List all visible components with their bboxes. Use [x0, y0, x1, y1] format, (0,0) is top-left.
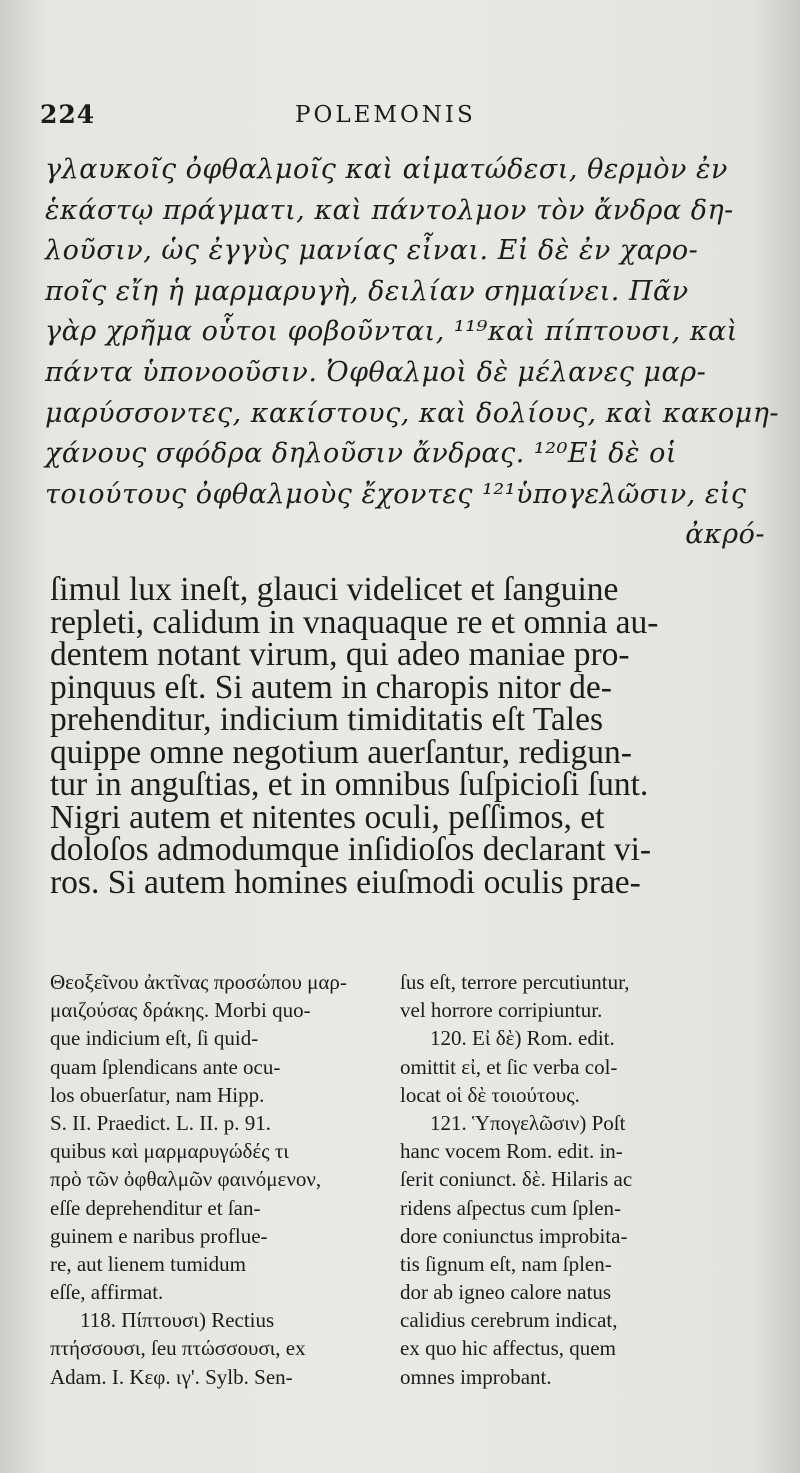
note-line: 121. Ὑπογελῶσιν) Poſt — [430, 1110, 626, 1135]
note-line: que indicium eſt, ſi quid- — [50, 1026, 259, 1051]
latin-line: ſimul lux ineſt, glauci videlicet et ſanguine — [50, 571, 619, 608]
latin-text-block — [50, 571, 770, 901]
note-line: ridens aſpectus cum ſplen- — [400, 1195, 622, 1220]
note-line: eſſe, affirmat. — [50, 1280, 164, 1305]
note-line: eſſe deprehenditur et ſan- — [50, 1195, 261, 1220]
note-line: vel horrore corripiuntur. — [400, 998, 603, 1023]
greek-line: ποῖς εἴη ἡ μαρμαρυγὴ, δειλίαν σημαίνει. Πᾶν — [45, 275, 689, 307]
latin-line: Nigri autem et nitentes oculi, peſſimos, et — [50, 798, 605, 836]
note-line: Adam. I. Κεφ. ιγ'. Sylb. Sen- — [50, 1364, 293, 1389]
note-line: dore coniunctus improbita- — [400, 1223, 628, 1248]
footnotes-right-column — [400, 968, 730, 1391]
greek-line: γλαυκοῖς ὀφθαλμοῖς καὶ αἱματώδεσι, θερμὸν ἐν — [45, 154, 728, 185]
greek-catchword: ἀκρό- — [685, 519, 765, 551]
note-line: quam ſplendicans ante ocu- — [50, 1054, 281, 1079]
note-line: ſus eſt, terrore percutiuntur, — [400, 970, 630, 994]
note-line: locat οἱ δὲ τοιούτους. — [400, 1082, 580, 1107]
note-line: tis ſignum eſt, nam ſplen- — [400, 1251, 612, 1276]
running-header — [40, 100, 760, 132]
note-line: μαιζούσας δράκης. Morbi quo- — [50, 998, 311, 1023]
note-line: re, aut lienem tumidum — [50, 1251, 246, 1276]
note-line: πρὸ τῶν ὀφθαλμῶν φαινόμενον, — [50, 1167, 322, 1192]
latin-line: quippe omne negotium auerſantur, redigun- — [50, 733, 632, 771]
greek-line: χάνους σφόδρα δηλοῦσιν ἄνδρας. ¹²⁰Εἰ δὲ οἱ — [45, 438, 677, 470]
footnotes — [50, 968, 760, 1418]
note-line: πτήσσουσι, ſeu πτώσσουσι, ex — [50, 1336, 306, 1361]
note-line: Θεοξεῖνου ἀκτῖνας προσώπου μαρ- — [50, 970, 347, 994]
running-title: POLEMONIS — [295, 102, 476, 128]
greek-line: λοῦσιν, ὡς ἐγγὺς μανίας εἶναι. Εἰ δὲ ἐν χαρο- — [45, 235, 699, 267]
note-line: los obuerſatur, nam Hipp. — [50, 1082, 265, 1107]
latin-line: ros. Si autem homines eiuſmodi oculis prae- — [50, 863, 641, 901]
latin-line: tur in anguſtias, et in omnibus ſuſpicioſi ſunt. — [50, 766, 649, 803]
note-line: S. II. Praedict. L. II. p. 91. — [50, 1110, 272, 1135]
greek-line: ἑκάστῳ πράγματι, καὶ πάντολμον τὸν ἄνδρα δη- — [45, 194, 734, 226]
greek-line: μαρύσσοντες, κακίστους, καὶ δολίους, καὶ κακομη- — [45, 397, 779, 429]
latin-line: pinquus eſt. Si autem in charopis nitor de- — [50, 668, 612, 706]
latin-line: repleti, calidum in vnaquaque re et omnia au- — [50, 603, 659, 641]
note-line: omittit εἰ, et ſic verba col- — [400, 1054, 618, 1079]
note-line: ex quo hic affectus, quem — [400, 1336, 616, 1361]
note-line: 118. Πίπτουσι) Rectius — [80, 1308, 275, 1333]
latin-line: prehenditur, indicium timiditatis eſt Tales — [50, 701, 603, 738]
note-line: guinem e naribus proflue- — [50, 1223, 268, 1248]
greek-text-block — [45, 150, 779, 556]
note-line: quibus καὶ μαρμαρυγώδές τι — [50, 1139, 289, 1164]
greek-line: πάντα ὑπονοοῦσιν. Ὀφθαλμοὶ δὲ μέλανες μαρ- — [45, 356, 707, 388]
note-line: 120. Εἰ δὲ) Rom. edit. — [430, 1026, 615, 1051]
note-line: omnes improbant. — [400, 1364, 552, 1389]
greek-line: γὰρ χρῆμα οὗτοι φοβοῦνται, ¹¹⁹καὶ πίπτουσι, καὶ — [45, 316, 738, 348]
note-line: hanc vocem Rom. edit. in- — [400, 1139, 623, 1164]
page-number: 224 — [40, 100, 96, 129]
latin-line: doloſos admodumque inſidioſos declarant vi- — [50, 831, 652, 868]
greek-line: τοιούτους ὀφθαλμοὺς ἔχοντες ¹²¹ὑπογελῶσιν, εἰς — [45, 478, 747, 510]
note-line: calidius cerebrum indicat, — [400, 1308, 618, 1333]
note-line: ſerit coniunct. δὲ. Hilaris ac — [400, 1167, 633, 1192]
note-line: dor ab igneo calore natus — [400, 1280, 612, 1305]
footnotes-left-column — [50, 968, 380, 1391]
latin-line: dentem notant virum, qui adeo maniae pro- — [50, 636, 630, 673]
